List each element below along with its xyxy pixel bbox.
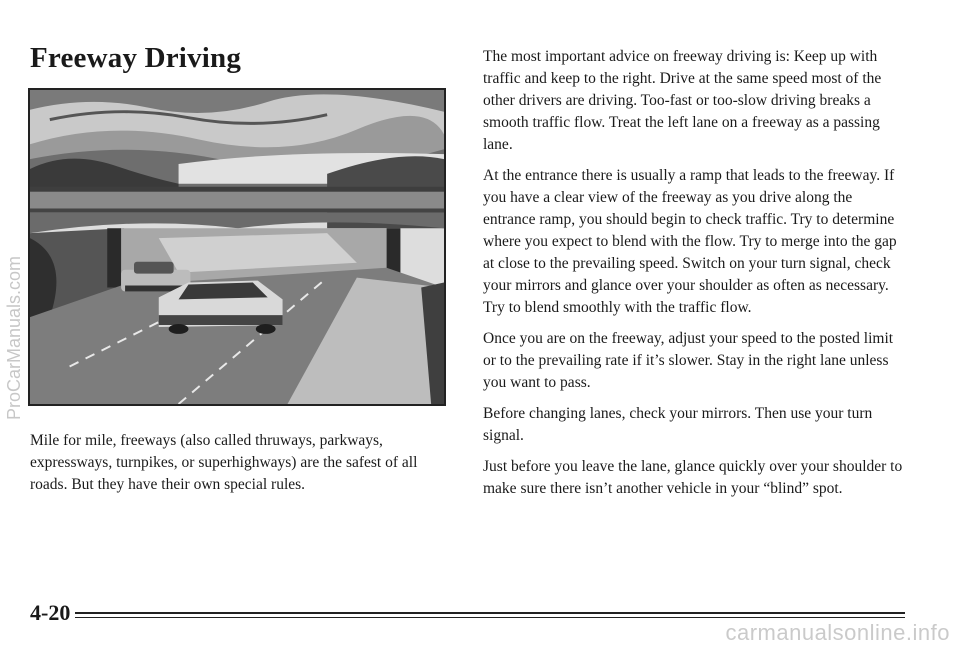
paragraph-entrance-ramp: At the entrance there is usually a ramp that leads to the freeway. If you have a clear view of the freeway as you drive along the entrance ramp, you should begin to check traffic. Try to determine where you expect to blend with the flow. Try to merge into the gap at close to the prevailing speed. Switch on your turn signal, check your mirrors and glance over your shoulder as often as necessary. Try to blend smoothly with the traffic flow. xyxy=(483,167,897,316)
paragraph-keep-up: The most important advice on freeway driving is: Keep up with traffic and keep to the right. Drive at the same speed most of the other drivers are driving. Too-fast or too-slow driving breaks a smooth traffic flow. Treat the left lane on a freeway as a passing lane. xyxy=(483,48,882,153)
intro-paragraph: Mile for mile, freeways (also called thruways, parkways, expressways, turnpikes, or superhighways) are the safest of all roads. But they have their own special rules. xyxy=(30,432,418,493)
side-watermark: ProCarManuals.com xyxy=(4,255,24,420)
freeway-overpass-illustration xyxy=(30,90,444,404)
bottom-watermark: carmanualsonline.info xyxy=(725,620,950,645)
paragraph-changing-lanes: Before changing lanes, check your mirrors. Then use your turn signal. xyxy=(483,405,873,444)
page-number: 4-20 xyxy=(30,600,71,625)
footer-rule-thin xyxy=(75,617,905,618)
footer-rule xyxy=(75,612,905,614)
paragraph-adjust-speed: Once you are on the freeway, adjust your speed to the posted limit or to the prevailing rate if it’s slower. Stay in the right lane unless you want to pass. xyxy=(483,330,894,391)
body-text-column xyxy=(483,46,903,509)
page-title: Freeway Driving xyxy=(30,42,242,74)
paragraph-blind-spot: Just before you leave the lane, glance quickly over your shoulder to make sure there isn’t another vehicle in your “blind” spot. xyxy=(483,458,903,497)
freeway-illustration xyxy=(28,88,446,406)
